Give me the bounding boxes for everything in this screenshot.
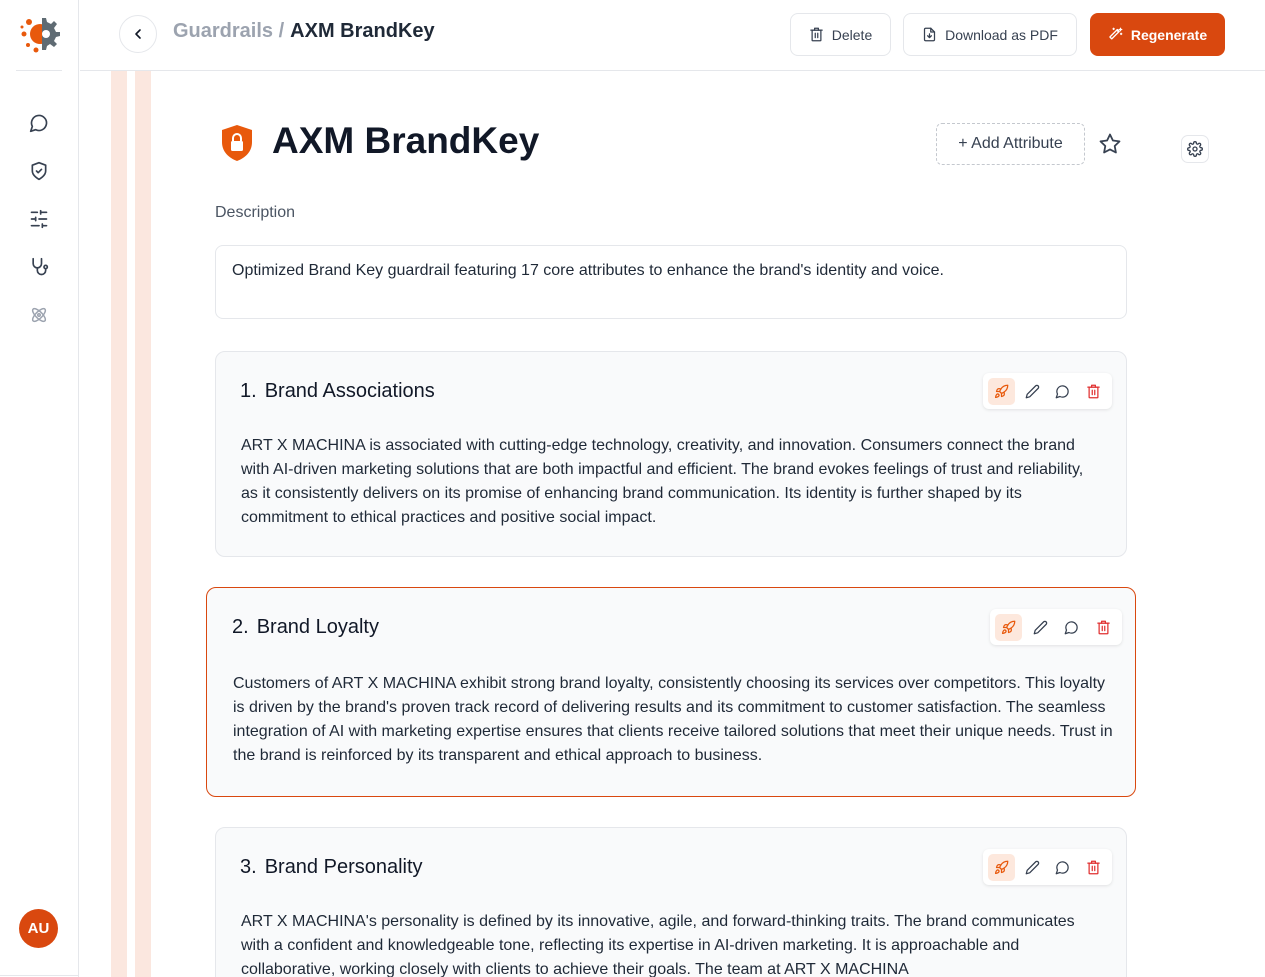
attribute-number: 2. <box>232 616 249 638</box>
attribute-body: Customers of ART X MACHINA exhibit strong brand loyalty, consistently choosing its services over competitors. This loyalty is driven by the brand's proven track record of delivering results and its commitment to customer satisfaction. The seamless integration of AI with marketing expertise ensures that clients receive tailored solutions that meet their unique needs. Trust in the brand is reinforced by its transparent and ethical approach to business. <box>233 675 1113 764</box>
regenerate-label: Regenerate <box>1130 26 1208 43</box>
delete-label: Delete <box>831 26 873 43</box>
decorative-stripe <box>135 71 151 977</box>
stethoscope-icon[interactable] <box>27 255 51 279</box>
attribute-toolbar <box>983 849 1112 885</box>
attribute-title <box>240 856 423 879</box>
download-pdf-button[interactable] <box>903 13 1077 56</box>
description-label: Description <box>215 204 296 221</box>
attribute-body: ART X MACHINA is associated with cutting-edge technology, creativity, and innovation. Consumers connect the brand with AI-driven marketing solutions that are both impactful and efficient. The brand evokes feelings of trust and reliability, as it consistently delivers on its promise of enhancing brand communication. Its identity is further shaped by its commitment to ethical practices and positive social impact. <box>241 437 1084 526</box>
trash-icon[interactable] <box>1090 614 1117 641</box>
attribute-title-text: Brand Associations <box>264 380 435 402</box>
comment-icon[interactable] <box>1049 378 1076 405</box>
attribute-toolbar <box>990 609 1122 645</box>
edit-icon[interactable] <box>1019 378 1046 405</box>
trash-icon[interactable] <box>1080 854 1107 881</box>
trash-icon[interactable] <box>1080 378 1107 405</box>
trash-icon <box>809 27 824 42</box>
page-title: AXM BrandKey <box>272 120 540 161</box>
file-download-icon <box>922 27 937 42</box>
rocket-icon[interactable] <box>988 378 1015 405</box>
back-button[interactable] <box>119 15 157 53</box>
settings-button[interactable] <box>1181 135 1209 163</box>
sidebar-bottom-divider <box>0 975 79 976</box>
attribute-body: ART X MACHINA's personality is defined by its innovative, agile, and forward-thinking traits. The brand communicates with a confident and knowledgeable tone, reflecting its expertise in AI-driven marketing. It is approachable and collaborative, working closely with clients to achieve their goals. The team at ART X MACHINA <box>241 913 1075 977</box>
description-field[interactable]: Optimized Brand Key guardrail featuring 17 core attributes to enhance the brand's identity and voice. <box>215 245 1127 319</box>
attribute-number: 1. <box>240 380 257 402</box>
delete-button[interactable] <box>790 13 891 56</box>
shield-check-icon[interactable] <box>27 159 51 183</box>
attribute-card[interactable] <box>215 351 1127 557</box>
magic-wand-icon <box>1108 27 1123 42</box>
attribute-title-text: Brand Personality <box>264 856 423 878</box>
attribute-title-text: Brand Loyalty <box>256 616 379 638</box>
breadcrumb-guardrails[interactable]: Guardrails / <box>173 20 285 42</box>
sidebar-divider <box>16 70 62 71</box>
header <box>80 0 1265 71</box>
shield-lock-icon <box>220 124 254 162</box>
atom-icon[interactable] <box>27 303 51 327</box>
chevron-left-icon <box>130 26 146 42</box>
star-icon[interactable] <box>1098 132 1122 156</box>
breadcrumb <box>173 20 435 43</box>
chat-icon[interactable] <box>27 111 51 135</box>
avatar[interactable]: AU <box>19 909 58 948</box>
edit-icon[interactable] <box>1019 854 1046 881</box>
download-pdf-label: Download as PDF <box>945 26 1058 43</box>
attribute-card[interactable] <box>206 587 1136 797</box>
comment-icon[interactable] <box>1058 614 1085 641</box>
attribute-card[interactable] <box>215 827 1127 977</box>
regenerate-button[interactable] <box>1090 13 1225 56</box>
add-attribute-button[interactable]: + Add Attribute <box>936 123 1085 165</box>
attribute-number: 3. <box>240 856 257 878</box>
app-logo[interactable] <box>16 12 62 58</box>
edit-icon[interactable] <box>1027 614 1054 641</box>
sliders-icon[interactable] <box>27 207 51 231</box>
attribute-title <box>232 616 379 639</box>
decorative-stripe <box>111 71 127 977</box>
rocket-icon[interactable] <box>988 854 1015 881</box>
sidebar <box>0 0 79 977</box>
attribute-toolbar <box>983 373 1112 409</box>
gear-icon <box>1187 141 1203 157</box>
breadcrumb-current: AXM BrandKey <box>290 20 435 42</box>
comment-icon[interactable] <box>1049 854 1076 881</box>
rocket-icon[interactable] <box>995 614 1022 641</box>
attribute-title <box>240 380 435 403</box>
